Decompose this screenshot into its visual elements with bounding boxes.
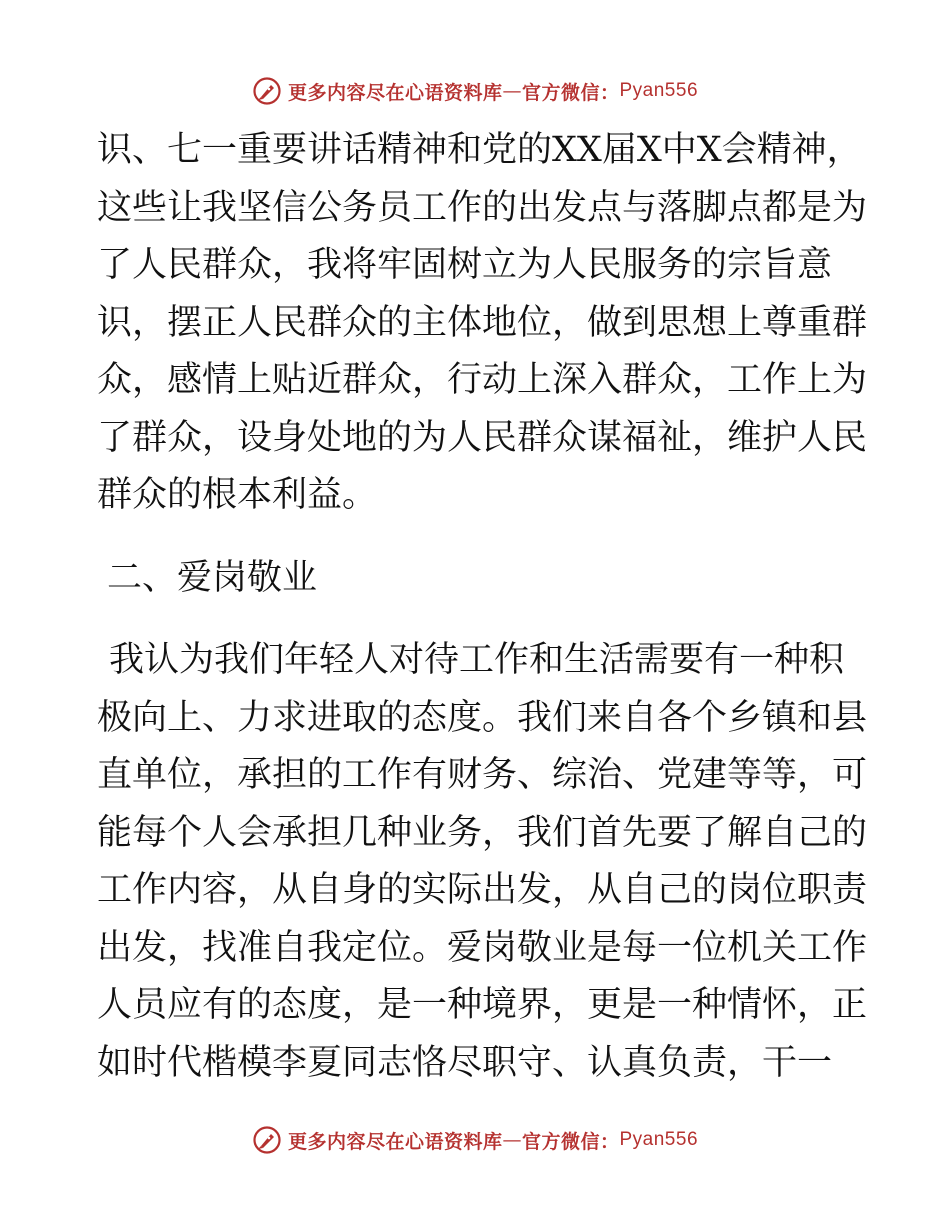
text-line: 了群众，设身处地的为人民群众谋福祉，维护人民 bbox=[97, 417, 868, 458]
text-line: 了人民群众，我将牢固树立为人民服务的宗旨意 bbox=[97, 245, 833, 285]
pen-nib-icon bbox=[252, 76, 282, 106]
text-line: 出发，找准自我定位。爱岗敬业是每一位机关工作 bbox=[97, 927, 868, 968]
text-line: 人员应有的态度，是一种境界，更是一种情怀，正 bbox=[97, 985, 868, 1025]
section-heading: 二、爱岗敬业 bbox=[107, 557, 318, 598]
text-line: 极向上、力求进取的态度。我们来自各个乡镇和县 bbox=[97, 697, 868, 738]
header-wechat-label: 官方微信： bbox=[521, 81, 620, 104]
footer-brand: 更多内容尽在心语资料库 bbox=[287, 1130, 503, 1153]
header-dash: — bbox=[502, 80, 522, 102]
text-line: 群众的根本利益。 bbox=[97, 475, 378, 515]
text-line: 如时代楷模李夏同志恪尽职守、认真负责，干一 bbox=[97, 1042, 833, 1083]
footer-banner bbox=[0, 1120, 950, 1160]
pen-nib-icon bbox=[252, 1125, 282, 1155]
header-banner bbox=[0, 71, 950, 111]
document-body bbox=[97, 122, 868, 1092]
text-line: 这些让我坚信公务员工作的出发点与落脚点都是为 bbox=[97, 187, 868, 228]
text-line: 工作内容，从自身的实际出发，从自己的岗位职责 bbox=[97, 870, 868, 910]
text-line: 众，感情上贴近群众，行动上深入群众，工作上为 bbox=[97, 360, 868, 400]
text-line: 我认为我们年轻人对待工作和生活需要有一种积 bbox=[109, 640, 845, 680]
header-wechat-id: Pyan556 bbox=[619, 80, 699, 101]
header-brand: 更多内容尽在心语资料库 bbox=[287, 81, 503, 104]
text-line: 能每个人会承担几种业务，我们首先要了解自己的 bbox=[97, 812, 868, 853]
footer-wechat-id: Pyan556 bbox=[619, 1129, 699, 1150]
text-line: 识，摆正人民群众的主体地位，做到思想上尊重群 bbox=[97, 302, 868, 343]
footer-dash: — bbox=[502, 1129, 522, 1151]
footer-wechat-label: 官方微信： bbox=[521, 1130, 620, 1153]
text-line: 识、七一重要讲话精神和党的XX届X中X会精神， bbox=[97, 130, 862, 170]
text-line: 直单位，承担的工作有财务、综治、党建等等，可 bbox=[97, 755, 868, 795]
